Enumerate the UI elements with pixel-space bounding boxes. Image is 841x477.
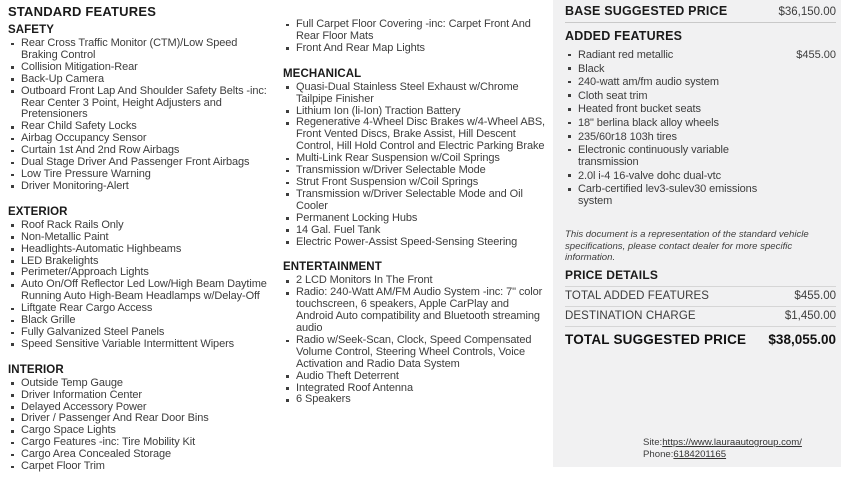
- site-line: [643, 437, 836, 449]
- price-detail-label: DESTINATION CHARGE: [565, 310, 696, 323]
- feature-item: Speed Sensitive Variable Intermittent Wipers: [8, 339, 274, 351]
- mechanical-feature-list: [283, 82, 547, 249]
- feature-item: Low Tire Pressure Warning: [8, 169, 274, 181]
- feature-item: Auto On/Off Reflector Led Low/High Beam Daytime Running Auto High-Beam Headlamps w/Delay-Off: [8, 279, 274, 303]
- disclaimer-text: This document is a representation of the standard vehicle specifications, please contact dealer for more specific information.: [565, 228, 809, 264]
- total-suggested-price-row: [565, 326, 836, 347]
- feature-item: Outside Temp Gauge: [8, 378, 274, 390]
- base-price-label: BASE SUGGESTED PRICE: [565, 4, 728, 18]
- exterior-feature-list: [8, 220, 274, 351]
- added-feature-row: [565, 49, 836, 61]
- panel-spacer: [565, 347, 836, 437]
- feature-item: Transmission w/Driver Selectable Mode and Oil Cooler: [283, 189, 547, 213]
- feature-item: Cargo Space Lights: [8, 425, 274, 437]
- feature-item: Dual Stage Driver And Passenger Front Airbags: [8, 157, 274, 169]
- entertainment-feature-list: [283, 275, 547, 406]
- feature-item: Multi-Link Rear Suspension w/Coil Springs: [283, 153, 547, 165]
- feature-item: Outboard Front Lap And Shoulder Safety Belts -inc: Rear Center 3 Point, Height Adjusters and Pretensioners: [8, 86, 274, 122]
- feature-item: Strut Front Suspension w/Coil Springs: [283, 177, 547, 189]
- added-feature-label: Cloth seat trim: [565, 90, 771, 102]
- feature-item: Driver Monitoring-Alert: [8, 181, 274, 193]
- feature-item: Headlights-Automatic Highbeams: [8, 244, 274, 256]
- added-feature-label: Black: [565, 63, 771, 75]
- total-price-label: TOTAL SUGGESTED PRICE: [565, 331, 747, 347]
- added-features-list: [565, 49, 836, 209]
- added-feature-label: Heated front bucket seats: [565, 103, 771, 115]
- feature-item: Full Carpet Floor Covering -inc: Carpet Front And Rear Floor Mats: [283, 19, 547, 43]
- feature-item: Collision Mitigation-Rear: [8, 62, 274, 74]
- feature-item: Radio: 240-Watt AM/FM Audio System -inc: 7" color touchscreen, 6 speakers, Apple CarPlay and Android Auto compatibility and Bluetooth streaming audio: [283, 287, 547, 335]
- added-feature-label: Electronic continuously variable transmission: [565, 144, 771, 168]
- base-price-value: $36,150.00: [778, 6, 836, 18]
- price-detail-row: [565, 286, 836, 306]
- dealer-footer: [565, 437, 836, 461]
- feature-item: Regenerative 4-Wheel Disc Brakes w/4-Wheel ABS, Front Vented Discs, Brake Assist, Hill Descent Control, Hill Hold Control and Electric Parking Brake: [283, 117, 547, 153]
- section-header-safety: SAFETY: [8, 24, 54, 36]
- price-detail-label: TOTAL ADDED FEATURES: [565, 290, 710, 303]
- price-panel: [553, 0, 841, 467]
- price-details-header: PRICE DETAILS: [565, 267, 659, 282]
- total-price-value: $38,055.00: [768, 331, 836, 347]
- added-feature-row: [565, 103, 836, 115]
- price-details-rows: [565, 286, 836, 326]
- feature-item: Driver / Passenger And Rear Door Bins: [8, 413, 274, 425]
- feature-item: Perimeter/Approach Lights: [8, 267, 274, 279]
- feature-item: Delayed Accessory Power: [8, 402, 274, 414]
- interior-feature-list: [8, 378, 274, 473]
- feature-item: Permanent Locking Hubs: [283, 213, 547, 225]
- added-feature-label: Radiant red metallic: [565, 49, 771, 61]
- feature-item: Black Grille: [8, 315, 274, 327]
- added-feature-price: $455.00: [796, 49, 836, 61]
- added-feature-label: 235/60r18 103h tires: [565, 131, 771, 143]
- section-header-mechanical: MECHANICAL: [283, 67, 362, 80]
- added-feature-row: [565, 63, 836, 75]
- added-features-header: ADDED FEATURES: [565, 29, 683, 43]
- feature-item: Cargo Area Concealed Storage: [8, 449, 274, 461]
- feature-item: Quasi-Dual Stainless Steel Exhaust w/Chrome Tailpipe Finisher: [283, 82, 547, 106]
- added-feature-label: 240-watt am/fm audio system: [565, 76, 771, 88]
- section-header-interior: INTERIOR: [8, 363, 64, 376]
- feature-item: Non-Metallic Paint: [8, 232, 274, 244]
- feature-item: Front And Rear Map Lights: [283, 43, 547, 55]
- feature-item: Roof Rack Rails Only: [8, 220, 274, 232]
- page-title: STANDARD FEATURES: [8, 4, 157, 19]
- interior-continued-feature-list: [283, 19, 547, 55]
- added-feature-row: [565, 170, 836, 182]
- standard-features-column-1: [8, 4, 274, 473]
- feature-item: Electric Power-Assist Speed-Sensing Steering: [283, 237, 547, 249]
- price-detail-row: [565, 306, 836, 326]
- feature-item: Driver Information Center: [8, 390, 274, 402]
- added-feature-row: [565, 131, 836, 143]
- feature-item: LED Brakelights: [8, 256, 274, 268]
- site-label: Site:: [643, 437, 663, 448]
- base-suggested-price-row: [565, 4, 836, 23]
- phone-label: Phone:: [643, 449, 674, 460]
- feature-item: Rear Cross Traffic Monitor (CTM)/Low Speed Braking Control: [8, 38, 274, 62]
- feature-item: Curtain 1st And 2nd Row Airbags: [8, 145, 274, 157]
- feature-item: Integrated Roof Antenna: [283, 383, 547, 395]
- feature-item: Rear Child Safety Locks: [8, 121, 274, 133]
- feature-item: Liftgate Rear Cargo Access: [8, 303, 274, 315]
- added-feature-row: [565, 117, 836, 129]
- phone-link[interactable]: 6184201165: [673, 449, 727, 460]
- feature-item: Cargo Features -inc: Tire Mobility Kit: [8, 437, 274, 449]
- feature-item: 2 LCD Monitors In The Front: [283, 275, 547, 287]
- safety-feature-list: [8, 38, 274, 193]
- price-detail-value: $1,450.00: [784, 310, 836, 323]
- added-feature-row: [565, 90, 836, 102]
- feature-item: Carpet Floor Trim: [8, 461, 274, 473]
- site-link[interactable]: https://www.lauraautogroup.com/: [662, 437, 802, 448]
- feature-item: Audio Theft Deterrent: [283, 371, 547, 383]
- section-header-entertainment: ENTERTAINMENT: [283, 261, 382, 274]
- price-detail-value: $455.00: [794, 290, 836, 303]
- feature-item: Lithium Ion (li-Ion) Traction Battery: [283, 106, 547, 118]
- added-feature-row: [565, 183, 836, 207]
- added-feature-label: Carb-certified lev3-sulev30 emissions system: [565, 183, 771, 207]
- added-feature-row: [565, 76, 836, 88]
- section-header-exterior: EXTERIOR: [8, 205, 68, 218]
- added-feature-label: 18" berlina black alloy wheels: [565, 117, 771, 129]
- phone-line: [643, 449, 836, 461]
- feature-item: 14 Gal. Fuel Tank: [283, 225, 547, 237]
- added-feature-row: [565, 144, 836, 168]
- feature-item: Back-Up Camera: [8, 74, 274, 86]
- feature-item: Fully Galvanized Steel Panels: [8, 327, 274, 339]
- feature-item: 6 Speakers: [283, 394, 547, 406]
- standard-features-column-2: [283, 19, 547, 406]
- added-feature-label: 2.0l i-4 16-valve dohc dual-vtc: [565, 170, 771, 182]
- feature-item: Airbag Occupancy Sensor: [8, 133, 274, 145]
- feature-item: Transmission w/Driver Selectable Mode: [283, 165, 547, 177]
- feature-item: Radio w/Seek-Scan, Clock, Speed Compensated Volume Control, Steering Wheel Controls, Voice Activation and Radio Data System: [283, 335, 547, 371]
